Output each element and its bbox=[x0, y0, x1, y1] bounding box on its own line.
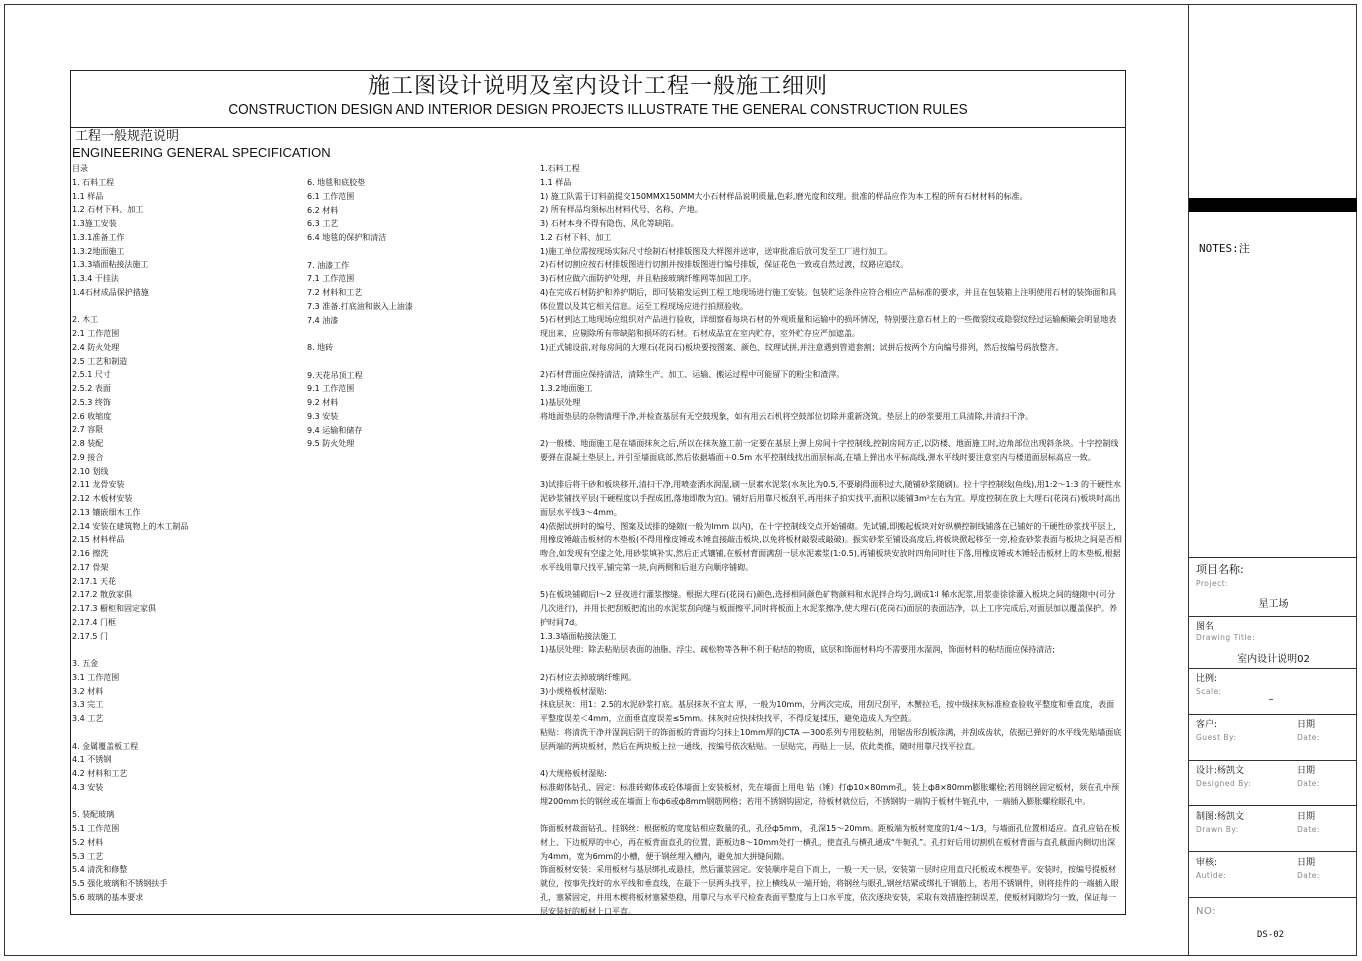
drawing-number-value: DS-02 bbox=[1257, 930, 1285, 940]
toc-item: 6.1 工作范围 bbox=[307, 191, 355, 201]
divider bbox=[1189, 805, 1357, 806]
toc-item: 2.5.2 表面 bbox=[72, 384, 111, 393]
toc-item: 6. 地毯和底胶垫 bbox=[307, 178, 366, 187]
toc-item: 2.16 擦洗 bbox=[72, 549, 109, 558]
toc-item: 7. 油漆工作 bbox=[307, 260, 350, 270]
body-paragraph: 4)在完成石材防护和养护期后，即可装箱发运到工程工地现场进行施工安装。包装贮运条件应符合相应产品标准的要求，并且在包装箱上注明使用石材的装饰面和具体位置以及其它相关信息。运至工程现场应进行拍照验收。 bbox=[540, 287, 1117, 311]
body-paragraph: 5)石材到达工地现场应组织对产品进行验收，详细察看每块石材的外观质量和运输中的损坏情况，特别要注意石材上的一些微裂纹或隐裂纹经过运输颠簸会明显地表现出来，应剔除所有带缺陷和损坏的石材。石材成品宜在室内贮存，室外贮存应严加遮盖。 bbox=[540, 315, 1117, 338]
toc-item: 1.3.1准备工作 bbox=[72, 232, 125, 242]
header-bar bbox=[1189, 198, 1357, 212]
toc-item: 5.3 工艺 bbox=[72, 851, 104, 861]
toc-item bbox=[72, 795, 188, 809]
divider bbox=[1189, 616, 1357, 617]
toc-item bbox=[72, 643, 188, 657]
title-block bbox=[71, 71, 1125, 128]
toc-item bbox=[307, 327, 413, 341]
body-paragraph: 1)基层处理 bbox=[540, 397, 581, 407]
toc-item: 3. 五金 bbox=[72, 659, 99, 668]
toc-item: 2.12 木板材安装 bbox=[72, 494, 133, 503]
toc-item: 2.5.3 终饰 bbox=[72, 397, 111, 407]
body-paragraph: 1)基层处理：除去粘贴层表面的油脂、浮尘、疏松物等各种不利于粘结的物质，底层和饰面材料均不需要用水湿润，饰面材料的粘结面应保持清洁; bbox=[540, 645, 1055, 655]
toc-item bbox=[307, 245, 413, 259]
body-paragraph: 5)在板块铺砌后l～2 昼夜进行灌浆擦缝。根据大理石(花岗石)颜色,选择相同颜色矿物颜料和水泥拌合均匀,调成1∶l 稀水泥浆,用浆壶徐徐灌入板块之间的缝隙中(可分几次进行)，并用长把刮板把流出的水泥浆刮向缝与板面擦平,同时将板面上水泥浆擦净,使大理石(花岗石)面层的表面洁净，以上工序完成后,对面层加以覆盖保护。养护时间7d。 bbox=[540, 590, 1117, 627]
toc-item: 5.4 清洗和修整 bbox=[72, 865, 128, 875]
body-paragraph: 2)石材切割应按石材排版图进行切割并按排版图进行编号排版，保证花色一致或自然过渡，纹路应追纹。 bbox=[540, 260, 909, 270]
toc-item bbox=[72, 300, 188, 314]
body-paragraph: 3)试排后将干砂和板块移开,清扫干净,用喷壶洒水润湿,刷一层素水泥浆(水灰比为0.5,不要刷得面积过大,随铺砂浆随刷)。拉十字控制线(鱼线),用1:2～1:3 的干硬性水泥砂浆铺找平层(干硬程度以手捏成团,落地即散为宜)。铺好后用靠尺板刮平,再用抹子拍实找平,面积以能铺3m²左右为宜。厚度控制在放上大理石(花岗石)板块时高出面层水平线3～4mm。 bbox=[540, 480, 1121, 517]
body-paragraph: 1)施工单位需按现场实际尺寸绘制石材排版图及大样图并送审，送审批准后放可发至工厂进行加工。 bbox=[540, 246, 893, 256]
scale-sublabel: Scale: bbox=[1196, 687, 1222, 696]
toc-item: 1.4石材成品保护措施 bbox=[72, 287, 149, 297]
toc-item: 9.3 安装 bbox=[307, 411, 339, 421]
toc-item: 7.3 准备.打底油和嵌入上油漆 bbox=[307, 301, 413, 311]
auditor-sublabel: Autide: bbox=[1196, 871, 1227, 880]
title-chinese: 施工图设计说明及室内设计工程一般施工细则 bbox=[367, 74, 828, 99]
toc-item: 2.17.5 门 bbox=[72, 631, 108, 641]
body-paragraph: 饰面板材裁面钻孔、挂钢丝：根据板的宽度钻相应数量的孔，孔径ф5mm， 孔深15～20mm。距板端为板材宽度的1/4～1/3，与墙面孔位置相适应。直孔应钻在板材上、下边板厚的中心，再在板背面直孔的位置，距板边8～10mm处打一横孔，使直孔与横孔通成“牛轭孔”。孔打好后用切割机在板材背面与直孔截面内侧切出深为4mm，宽为6mm的小槽，便于钢丝埋入槽内，避免加大拼缝间隙。 bbox=[540, 824, 1120, 861]
toc-item: 1.1 样品 bbox=[72, 191, 104, 201]
body-paragraph: 2) 所有样品均须标出材料代号、名称、产地。 bbox=[540, 205, 703, 215]
toc-item: 2.13 镶嵌细木工作 bbox=[72, 507, 141, 517]
designer-label: 设计:杨凯文 bbox=[1196, 766, 1245, 776]
toc-item: 2.6 收缩度 bbox=[72, 411, 112, 421]
client-date-label: 日期 bbox=[1297, 720, 1316, 730]
toc-item: 2.10 划线 bbox=[72, 466, 109, 476]
toc-item: 3.2 材料 bbox=[72, 686, 104, 696]
project-sublabel: Project: bbox=[1196, 579, 1229, 588]
divider bbox=[1189, 557, 1357, 558]
designer-date-label: 日期 bbox=[1297, 766, 1316, 776]
client-date-sublabel: Date: bbox=[1297, 733, 1320, 742]
body-paragraph: 1.3.3墙面粘接法施工 bbox=[540, 631, 617, 641]
toc-item: 2.1 工作范围 bbox=[72, 329, 120, 338]
toc-item: 1. 石料工程 bbox=[72, 177, 115, 187]
scale-value: – bbox=[1268, 694, 1274, 705]
scale-label: 比例: bbox=[1196, 674, 1218, 684]
drawing-title-value: 室内设计说明02 bbox=[1237, 654, 1310, 665]
body-paragraph: 3)石材应做六面防护处理，并且粘接玻璃纤维网等加固工序。 bbox=[540, 274, 757, 283]
title-english: CONSTRUCTION DESIGN AND INTERIOR DESIGN PROJECTS ILLUSTRATE THE GENERAL CONSTRUCTION RULES bbox=[228, 101, 968, 118]
body-paragraph: 1) 施工队需于订料前提交150MMX150MM大小石材样品说明质量,色彩,磨光度和纹理。批准的样品应作为本工程的所有石材材料的标准。 bbox=[540, 191, 1028, 201]
body-paragraph: 3)小规格板材湿贴: bbox=[540, 686, 607, 696]
toc-item: 3.3 完工 bbox=[72, 700, 104, 710]
toc-item: 7.1 工作范围 bbox=[307, 274, 355, 284]
divider bbox=[1189, 760, 1357, 761]
body-paragraph: 3) 石材本身不得有隐伤、风化等缺陷。 bbox=[540, 219, 679, 228]
body-paragraph: 1.3.2地面施工 bbox=[540, 384, 593, 393]
notes-label: NOTES:注 bbox=[1199, 242, 1250, 255]
body-paragraph: 标准砌体钻孔、固定：标准砖砌体或砼体墙面上安装板材，先在墙面上用电 钻（锤）打ф10×80mm孔，装上ф8×80mm膨胀螺栓;若用钢丝固定板材，须在孔中预埋200mm长的钢丝或在墙面上布ф6或ф8mm钢筋网格；若用不锈钢钩固定，待板材就位后，不锈钢钩一端钩于板材牛轭孔中，一端插入膨胀螺栓眼孔中。 bbox=[540, 782, 1120, 806]
toc-item: 2.17.3 橱柜和固定家俱 bbox=[72, 604, 156, 613]
toc-item: 5.5 强化玻璃和不锈钢扶手 bbox=[72, 879, 168, 888]
toc-item: 6.4 地毯的保护和清洁 bbox=[307, 233, 387, 242]
toc-item: 5. 装配玻璃 bbox=[72, 810, 115, 820]
body-paragraph: 1.石料工程 bbox=[540, 164, 580, 173]
drawing-number-label: NO: bbox=[1196, 906, 1217, 917]
body-paragraph: 4)依据试拼时的编号、图案及试排的缝隙(一般为lmm 以内)，在十字控制线交点开始铺砌。先试铺,即搬起板块对好纵横控制线铺落在已铺好的干硬性砂浆找平层上,用橡皮锤敲击板材的木垫板(不得用橡皮锤或木锤直接敲击板块,以免将板材敲裂或敲破)。振实砂浆至铺设高度后,将板块掀起移至一旁,检查砂浆表面与板块之间是否相吻合,如发现有空虚之处,用砂浆填补实,然后正式镶铺,在板材背面满刮一层水泥素浆(1:0.5),再铺板块安放时四角同时往下落,用橡皮锤或木锤轻击板材上的木垫板,根据水平线用靠尺找平,铺完第一块,向两侧和后退方向顺序铺砌。 bbox=[540, 521, 1122, 572]
drafter-label: 制图:杨凯文 bbox=[1196, 812, 1245, 822]
drafter-sublabel: Drawn By: bbox=[1196, 825, 1239, 834]
toc-item: 7.2 材料和工艺 bbox=[307, 288, 363, 297]
toc-item: 1.3.4 干挂法 bbox=[72, 274, 119, 283]
client-sublabel: Guest By: bbox=[1196, 733, 1237, 742]
drafter-date-label: 日期 bbox=[1297, 812, 1316, 822]
toc-item: 2.5.1 尺寸 bbox=[72, 370, 111, 380]
designer-date-sublabel: Date: bbox=[1297, 779, 1320, 788]
body-paragraph: 粘贴：将清洗干净并湿润后阴干的饰面板的背面均匀抹上10mm厚的JCTA —300系列专用胶粘剂，用锯齿形刮板涂满，并刮成齿状，依据已弹好的水平线先贴墙面底层两端的两块板材，然后在两块板上拉一通线，按编号依次粘贴。一层贴完，再贴上一层，依此类推，随时用靠尺找平拉直。 bbox=[540, 727, 1122, 751]
drawing-title-sublabel: Drawing Title: bbox=[1196, 633, 1256, 642]
toc-item: 9.5 防火处理 bbox=[307, 439, 355, 449]
toc-item: 2.11 龙骨安装 bbox=[72, 480, 125, 490]
toc-item: 7.4 油漆 bbox=[307, 315, 339, 325]
toc-item: 1.2 石材下料、加工 bbox=[72, 205, 144, 215]
toc-column-2 bbox=[307, 176, 413, 451]
toc-item: 6.2 材料 bbox=[307, 205, 339, 215]
body-paragraph: 2)石材背面应保持清洁，清除生产、加工、运输、搬运过程中可能留下的粉尘和渣滓。 bbox=[540, 370, 845, 380]
toc-item: 2.7 容限 bbox=[72, 425, 104, 435]
body-paragraph: 2)一般楼、地面施工是在墙面抹灰之后,所以在抹灰施工前一定要在基层上弹上房间十字控制线,控制房间方正,以防楼、地面施工时,边角部位出现斜条块。十字控制线要弹在混凝土垫层上, 并引至墙面底部,然后依据墙面＋0.5m 水平控制线找出面层标高,在墙上弹出水平标高线,弹水平线时要注意室内与楼道面层标高应一致。 bbox=[540, 439, 1119, 462]
toc-item: 4.3 安装 bbox=[72, 782, 104, 792]
toc-item: 1.3.2地面施工 bbox=[72, 246, 125, 256]
toc-item: 2.17.2 散放家俱 bbox=[72, 590, 132, 600]
toc-item bbox=[307, 355, 413, 369]
toc-item: 2. 木工 bbox=[72, 315, 99, 325]
divider bbox=[1189, 714, 1357, 715]
body-paragraph: 1.2 石材下料、加工 bbox=[540, 232, 612, 242]
toc-item: 2.4 防火处理 bbox=[72, 342, 120, 352]
toc-item: 2.14 安装在建筑物上的木工制品 bbox=[72, 521, 189, 531]
toc-item: 2.17.1 天花 bbox=[72, 576, 116, 586]
body-paragraph: 2)石材应去掉玻璃纤维网。 bbox=[540, 672, 637, 682]
toc-item: 9.天花吊顶工程 bbox=[307, 370, 363, 380]
toc-item bbox=[72, 726, 188, 740]
body-paragraph: 将地面垫层的杂物清理干净,并检查基层有无空鼓现象，如有用云石机将空鼓部位切除并重新浇筑。垫层上的砂浆要用工具清除,并清扫干净。 bbox=[540, 411, 1034, 421]
body-paragraph: 抹底层灰：用1：2.5的水泥砂浆打底。基层抹灰不宜太 厚，一般为10mm，分两次完成，用刮尺刮平，木蟹拉毛，按中级抹灰标准检查验收平整度和垂直度，表面平整度误差＜4mm，立面垂直度误差≤5mm。抹灰时应快抹快找平，不得反复揉压，避免造成人为空鼓。 bbox=[540, 700, 1115, 723]
section-heading-english: ENGINEERING GENERAL SPECIFICATION bbox=[72, 145, 331, 160]
designer-sublabel: Designed By: bbox=[1196, 779, 1252, 788]
toc-column-1 bbox=[72, 162, 188, 905]
auditor-date-label: 日期 bbox=[1297, 858, 1316, 868]
section-heading-chinese: 工程一般规范说明 bbox=[75, 129, 180, 144]
toc-item: 1.3施工安装 bbox=[72, 219, 117, 228]
body-paragraph: 饰面板材安装：采用板材与基层绑扎或悬挂，然后灌浆固定。安装顺序是自下而上，一般一天一层，安装第一层时应用直尺托板或木楔垫平。安装时，按编号提板材就位，按事先找好的水平线和垂直线，在最下一层两头找平，拉上横线从一端开始，将钢丝与眼孔,钢丝结紧或绑扎于钢筋上，若用不锈钢件，则将挂件的一端插入眼孔，塞紧固定，并用木楔将板材塞紧垫稳，用靠尺与水平尺检查表面平整度与上口水平度，依次逐块安装，采取有效措施控制误差，使板材间隙均匀一致，保证每一层安装好的板材上口平直。 bbox=[540, 865, 1119, 916]
toc-item: 2.17 骨架 bbox=[72, 562, 109, 572]
body-paragraph: 1.1 样品 bbox=[540, 177, 572, 187]
drawing-title-label: 图名 bbox=[1196, 622, 1215, 632]
body-text-column bbox=[540, 162, 1122, 918]
project-label: 项目名称: bbox=[1196, 563, 1244, 576]
toc-item: 5.2 材料 bbox=[72, 837, 104, 847]
toc-item: 5.6 玻璃的基本要求 bbox=[72, 892, 144, 902]
project-value: 星工场 bbox=[1258, 599, 1289, 610]
toc-item: 2.5 工艺和制造 bbox=[72, 356, 128, 366]
toc-item: 2.8 装配 bbox=[72, 439, 104, 448]
toc-item: 3.4 工艺 bbox=[72, 714, 104, 723]
body-paragraph: 1)正式铺设前,对每房间的大理石(花岗石)板块要按图案、颜色、纹理试拼,并注意遇到管道套割；试拼后按两个方向编号排列，然后按编号码放整齐。 bbox=[540, 342, 1064, 352]
toc-item: 5.1 工作范围 bbox=[72, 824, 120, 833]
toc-item: 9.1 工作范围 bbox=[307, 384, 355, 394]
toc-item: 3.1 工作范围 bbox=[72, 672, 120, 682]
divider bbox=[1189, 668, 1357, 669]
main-content-frame bbox=[70, 70, 1126, 915]
toc-item: 4.1 不锈钢 bbox=[72, 755, 112, 765]
toc-item: 8. 地砖 bbox=[307, 343, 334, 352]
divider bbox=[1189, 851, 1357, 852]
toc-item: 9.4 运输和储存 bbox=[307, 425, 363, 435]
toc-item: 2.9 接合 bbox=[72, 452, 104, 462]
auditor-label: 审核: bbox=[1196, 858, 1218, 868]
auditor-date-sublabel: Date: bbox=[1297, 871, 1320, 880]
toc-item: 2.17.4 门框 bbox=[72, 617, 116, 627]
title-panel bbox=[1188, 4, 1357, 956]
body-paragraph: 4)大规格板材湿贴: bbox=[540, 769, 607, 778]
client-label: 客户: bbox=[1196, 720, 1218, 730]
toc-item: 9.2 材料 bbox=[307, 398, 339, 407]
toc-item: 1.3.3墙面粘接法施工 bbox=[72, 260, 149, 270]
divider bbox=[1189, 897, 1357, 898]
toc-item: 2.15 材料样品 bbox=[72, 535, 125, 545]
drafter-date-sublabel: Date: bbox=[1297, 825, 1320, 834]
toc-item: 4. 金属覆盖板工程 bbox=[72, 741, 139, 751]
toc-item: 6.3 工艺 bbox=[307, 219, 339, 229]
toc-item: 目录 bbox=[72, 164, 88, 173]
toc-item: 4.2 材料和工艺 bbox=[72, 769, 128, 778]
